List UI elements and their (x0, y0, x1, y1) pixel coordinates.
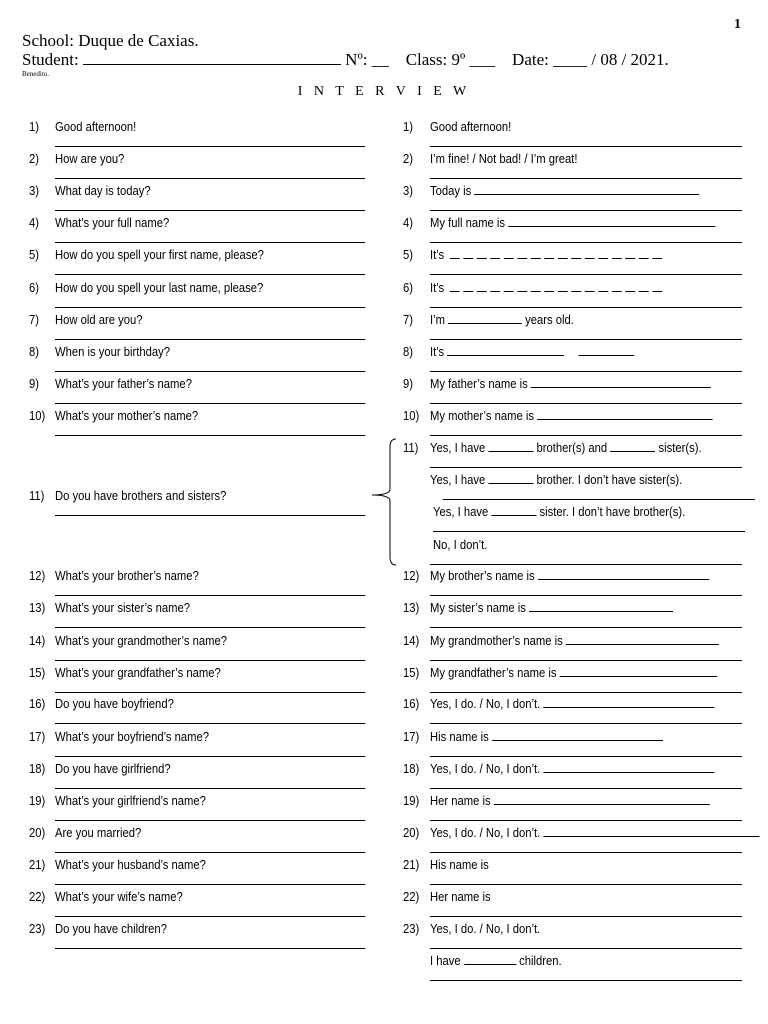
question-answer-line[interactable] (55, 884, 365, 885)
question-number: 8) (29, 345, 40, 359)
answer-line[interactable] (433, 531, 745, 532)
answer-middle: brother(s) and (536, 441, 608, 455)
answer-text (430, 281, 666, 295)
letter-blank[interactable] (625, 283, 635, 292)
letter-blank[interactable] (463, 283, 473, 292)
question-number: 19) (29, 794, 46, 808)
answer-line[interactable] (430, 948, 742, 949)
answer-text (430, 120, 511, 134)
answer-number: 4) (403, 216, 414, 230)
question-text: How are you? (55, 152, 125, 166)
question-text: What’s your sister’s name? (55, 601, 191, 615)
letter-blank[interactable] (504, 283, 514, 292)
question-answer-line[interactable] (55, 178, 365, 179)
birthday-month-blank[interactable] (578, 345, 634, 356)
answer-number: 2) (403, 152, 414, 166)
question-text: How old are you? (55, 313, 143, 327)
letter-blank[interactable] (450, 250, 460, 259)
answer-number: 21) (403, 858, 420, 872)
question-number: 20) (29, 826, 46, 840)
student-name-blank[interactable] (83, 54, 341, 65)
answer-line[interactable] (430, 788, 742, 789)
answer-text (430, 569, 709, 583)
answer-text (430, 954, 562, 968)
question-answer-line[interactable] (55, 820, 365, 821)
brothers-count-blank[interactable] (488, 441, 533, 452)
answer-prompt: Yes, I have (430, 441, 486, 455)
answer-line[interactable] (430, 371, 742, 372)
answer-number: 7) (403, 313, 414, 327)
question-answer-line[interactable] (55, 242, 365, 243)
question-number: 22) (29, 890, 46, 904)
letter-blank[interactable] (585, 250, 595, 259)
question-text: What’s your grandfather’s name? (55, 666, 221, 680)
answer-line[interactable] (430, 178, 742, 179)
question-number: 18) (29, 762, 46, 776)
answer-prompt: Yes, I have (433, 505, 489, 519)
question-answer-line[interactable] (55, 756, 365, 757)
question-text: When is your birthday? (55, 345, 171, 359)
inline-answer-blank[interactable] (560, 666, 718, 677)
number-label: Nº: __ (345, 50, 389, 69)
answer-line[interactable] (430, 564, 742, 565)
answer-number: 10) (403, 409, 420, 423)
letter-blank[interactable] (612, 283, 622, 292)
answer-line[interactable] (430, 756, 742, 757)
answer-line[interactable] (430, 660, 742, 661)
letter-blank[interactable] (531, 283, 541, 292)
answer-prompt: My mother’s name is (430, 409, 534, 423)
answer-line[interactable] (430, 146, 742, 147)
answer-line[interactable] (430, 884, 742, 885)
inline-answer-blank[interactable] (494, 794, 710, 805)
answer-prompt: Yes, I do. / No, I don’t. (430, 826, 541, 840)
sibling-count-blank[interactable] (488, 473, 533, 484)
question-number: 9) (29, 377, 40, 391)
question-number: 7) (29, 313, 40, 327)
question-answer-line[interactable] (55, 515, 365, 516)
inline-answer-blank[interactable] (537, 409, 713, 420)
answer-prompt: I’m (430, 313, 446, 327)
school-line: School: Duque de Caxias. (22, 31, 199, 50)
answer-number: 20) (403, 826, 420, 840)
letter-blank[interactable] (598, 250, 608, 259)
answer-number: 17) (403, 730, 420, 744)
answer-number: 13) (403, 601, 420, 615)
letter-blank[interactable] (531, 250, 541, 259)
answer-text (430, 441, 702, 455)
answer-text (430, 697, 714, 711)
letter-blank[interactable] (652, 250, 662, 259)
answer-prompt: Her name is (430, 794, 491, 808)
letter-blank[interactable] (612, 250, 622, 259)
answer-line[interactable] (430, 435, 742, 436)
answer-number: 19) (403, 794, 420, 808)
answer-prompt: Yes, I do. / No, I don’t. (430, 762, 541, 776)
question-text: Good afternoon! (55, 120, 137, 134)
answer-line[interactable] (430, 692, 742, 693)
question-answer-line[interactable] (55, 788, 365, 789)
question-answer-line[interactable] (55, 339, 365, 340)
question-number: 12) (29, 569, 46, 583)
answer-text (433, 538, 487, 552)
letter-blank[interactable] (598, 283, 608, 292)
answer-suffix: brother. I don’t have sister(s). (536, 473, 683, 487)
letter-blank[interactable] (558, 283, 568, 292)
page-number: 1 (734, 17, 741, 32)
question-answer-line[interactable] (55, 916, 365, 917)
question-text: Do you have children? (55, 922, 167, 936)
teacher-note: Benedito. (22, 70, 50, 78)
question-number: 2) (29, 152, 40, 166)
answer-prompt: It’s (430, 281, 445, 295)
letter-blank[interactable] (625, 250, 635, 259)
answer-prompt: Yes, I do. / No, I don’t. (430, 922, 541, 936)
spelling-blanks[interactable] (450, 248, 666, 262)
answer-prompt: I’m fine! / Not bad! / I’m great! (430, 152, 578, 166)
age-blank[interactable] (448, 313, 522, 324)
question-text: What’s your husband’s name? (55, 858, 206, 872)
question-text: Do you have brothers and sisters? (55, 489, 227, 503)
question-text: Do you have boyfriend? (55, 697, 174, 711)
answer-line[interactable] (430, 210, 742, 211)
letter-blank[interactable] (463, 250, 473, 259)
question-number: 13) (29, 601, 46, 615)
question-text: What day is today? (55, 184, 151, 198)
answer-number: 14) (403, 634, 420, 648)
answer-text (430, 730, 663, 744)
answer-prompt: My brother’s name is (430, 569, 535, 583)
answer-suffix: sister(s). (658, 441, 702, 455)
question-text: How do you spell your first name, please? (55, 248, 264, 262)
date-label: Date: ____ / 08 / 2021. (512, 50, 669, 69)
question-text: What’s your boyfriend’s name? (55, 730, 210, 744)
answer-line[interactable] (430, 403, 742, 404)
question-number: 10) (29, 409, 46, 423)
question-text: What’s your wife’s name? (55, 890, 183, 904)
letter-blank[interactable] (544, 283, 554, 292)
letter-blank[interactable] (477, 283, 487, 292)
letter-blank[interactable] (544, 250, 554, 259)
answer-text (430, 216, 715, 230)
question-answer-line[interactable] (55, 852, 365, 853)
answer-line[interactable] (430, 723, 742, 724)
inline-answer-blank[interactable] (543, 762, 714, 773)
letter-blank[interactable] (477, 250, 487, 259)
answer-text (430, 922, 540, 936)
answer-text (430, 794, 710, 808)
question-text: What’s your girlfriend’s name? (55, 794, 206, 808)
answer-text (430, 858, 489, 872)
answer-text (430, 377, 711, 391)
question-number: 4) (29, 216, 40, 230)
question-number: 15) (29, 666, 46, 680)
question-answer-line[interactable] (55, 146, 365, 147)
answer-line[interactable] (443, 499, 755, 500)
answer-text (430, 601, 673, 615)
inline-answer-blank[interactable] (508, 216, 715, 227)
answer-text (430, 248, 666, 262)
inline-answer-blank[interactable] (538, 569, 709, 580)
question-text: What’s your brother’s name? (55, 569, 199, 583)
question-text: What’s your mother’s name? (55, 409, 199, 423)
answer-number: 22) (403, 890, 420, 904)
inline-answer-blank[interactable] (566, 634, 719, 645)
answer-prompt: My father’s name is (430, 377, 528, 391)
answer-prompt: It’s (430, 345, 445, 359)
answer-number: 5) (403, 248, 414, 262)
question-answer-line[interactable] (55, 307, 365, 308)
answer-prompt: Her name is (430, 890, 491, 904)
answer-prompt: I have (430, 954, 461, 968)
letter-blank[interactable] (504, 250, 514, 259)
question-answer-line[interactable] (55, 435, 365, 436)
letter-blank[interactable] (652, 283, 662, 292)
answer-line[interactable] (430, 916, 742, 917)
answer-line[interactable] (430, 242, 742, 243)
inline-answer-blank[interactable] (529, 601, 673, 612)
answer-prompt: Yes, I have (430, 473, 486, 487)
class-label: Class: 9º ___ (405, 50, 496, 69)
question-answer-line[interactable] (55, 723, 365, 724)
student-line (22, 50, 669, 70)
answer-number: 11) (403, 441, 419, 455)
question-text: What’s your grandmother’s name? (55, 634, 227, 648)
question-answer-line[interactable] (55, 210, 365, 211)
answer-number: 3) (403, 184, 414, 198)
answer-text (430, 313, 574, 327)
answer-number: 15) (403, 666, 420, 680)
answer-line[interactable] (430, 307, 742, 308)
question-number: 17) (29, 730, 46, 744)
inline-answer-blank[interactable] (543, 697, 714, 708)
student-label: Student: (22, 50, 79, 69)
letter-blank[interactable] (490, 250, 500, 259)
letter-blank[interactable] (571, 250, 581, 259)
question-answer-line[interactable] (55, 274, 365, 275)
answer-number: 16) (403, 697, 420, 711)
letter-blank[interactable] (517, 250, 527, 259)
answer-text (430, 826, 759, 840)
answer-prompt: No, I don’t. (433, 538, 488, 552)
answer-number: 8) (403, 345, 414, 359)
answer-text (430, 152, 578, 166)
question-number: 21) (29, 858, 46, 872)
answer-text (433, 505, 685, 519)
letter-blank[interactable] (571, 283, 581, 292)
letter-blank[interactable] (450, 283, 460, 292)
question-text: What’s your father’s name? (55, 377, 192, 391)
answer-text (430, 473, 682, 487)
inline-answer-blank[interactable] (492, 730, 663, 741)
answer-number: 9) (403, 377, 414, 391)
answer-text (430, 762, 714, 776)
question-number: 3) (29, 184, 40, 198)
answer-prompt: My grandmother’s name is (430, 634, 563, 648)
question-number: 14) (29, 634, 46, 648)
question-text: How do you spell your last name, please? (55, 281, 264, 295)
answer-text (430, 634, 719, 648)
answer-text (430, 345, 634, 359)
answer-text (430, 184, 699, 198)
question-number: 11) (29, 489, 45, 503)
answer-prompt: His name is (430, 858, 489, 872)
answer-prompt: His name is (430, 730, 489, 744)
question-number: 23) (29, 922, 46, 936)
children-count-blank[interactable] (464, 954, 516, 965)
question-answer-line[interactable] (55, 627, 365, 628)
question-answer-line[interactable] (55, 660, 365, 661)
answer-line[interactable] (430, 852, 742, 853)
letter-blank[interactable] (585, 283, 595, 292)
answer-number: 12) (403, 569, 420, 583)
answer-line[interactable] (430, 980, 742, 981)
answer-number: 23) (403, 922, 420, 936)
birthday-day-blank[interactable] (447, 345, 564, 356)
inline-answer-blank[interactable] (543, 826, 759, 837)
question-number: 5) (29, 248, 40, 262)
answer-text (430, 409, 713, 423)
question-number: 1) (29, 120, 40, 134)
question-text: Do you have girlfriend? (55, 762, 171, 776)
answer-prompt: Today is (430, 184, 472, 198)
question-answer-line[interactable] (55, 948, 365, 949)
answer-text (430, 666, 717, 680)
answer-text (430, 890, 491, 904)
answer-line[interactable] (430, 820, 742, 821)
answer-number: 1) (403, 120, 414, 134)
brace-icon (368, 437, 398, 567)
inline-answer-blank[interactable] (531, 377, 711, 388)
inline-answer-blank[interactable] (474, 184, 699, 195)
answer-line[interactable] (430, 595, 742, 596)
answer-number: 18) (403, 762, 420, 776)
answer-prompt: Good afternoon! (430, 120, 512, 134)
answer-number: 6) (403, 281, 414, 295)
question-answer-line[interactable] (55, 595, 365, 596)
page-title: I N T E R V I E W (297, 84, 471, 99)
answer-prompt: My full name is (430, 216, 506, 230)
sisters-count-blank[interactable] (610, 441, 655, 452)
question-number: 16) (29, 697, 46, 711)
letter-blank[interactable] (558, 250, 568, 259)
answer-line[interactable] (430, 467, 742, 468)
answer-prompt: Yes, I do. / No, I don’t. (430, 697, 541, 711)
answer-suffix: years old. (525, 313, 574, 327)
question-answer-line[interactable] (55, 692, 365, 693)
question-text: What’s your full name? (55, 216, 170, 230)
question-answer-line[interactable] (55, 403, 365, 404)
answer-prompt: It’s (430, 248, 445, 262)
letter-blank[interactable] (639, 283, 649, 292)
answer-suffix: children. (519, 954, 562, 968)
question-number: 6) (29, 281, 40, 295)
answer-line[interactable] (430, 274, 742, 275)
letter-blank[interactable] (490, 283, 500, 292)
spelling-blanks[interactable] (450, 281, 666, 295)
question-answer-line[interactable] (55, 371, 365, 372)
letter-blank[interactable] (517, 283, 527, 292)
answer-suffix: sister. I don’t have brother(s). (539, 505, 686, 519)
answer-prompt: My sister’s name is (430, 601, 526, 615)
answer-line[interactable] (430, 339, 742, 340)
answer-prompt: My grandfather’s name is (430, 666, 557, 680)
sibling-count-blank[interactable] (491, 505, 536, 516)
question-text: Are you married? (55, 826, 142, 840)
answer-line[interactable] (430, 627, 742, 628)
letter-blank[interactable] (639, 250, 649, 259)
